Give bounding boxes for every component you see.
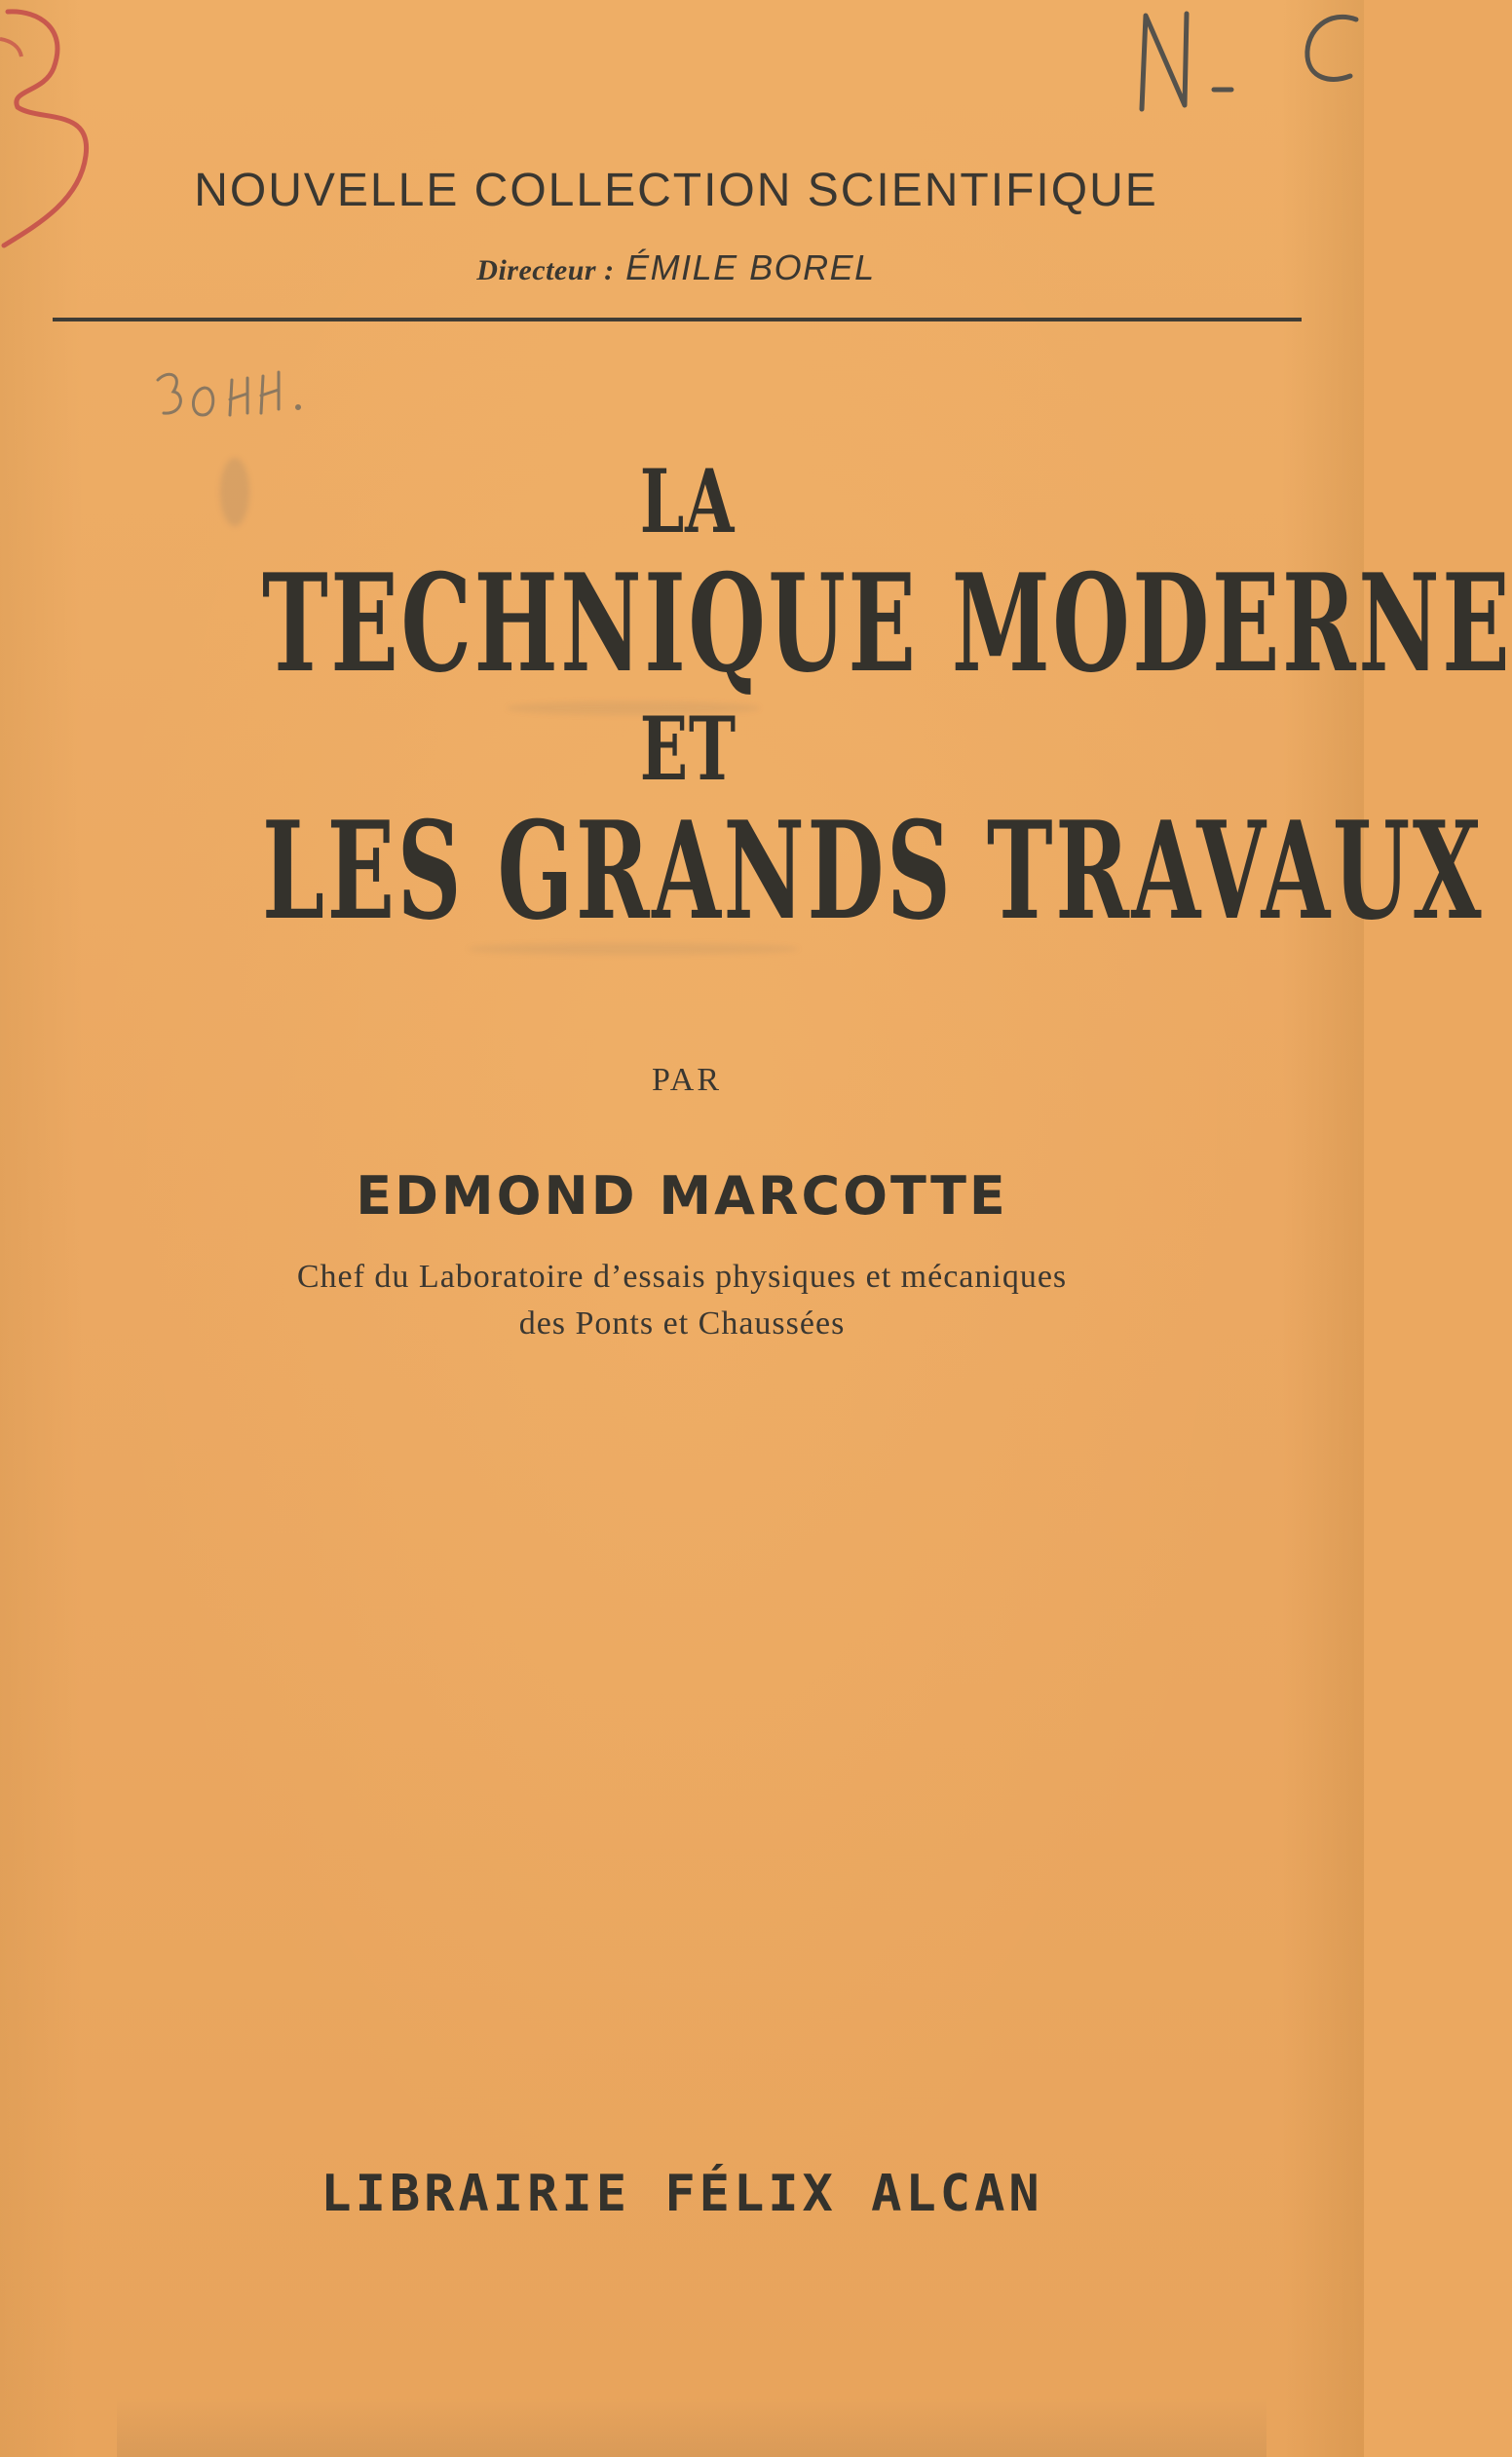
- horizontal-rule: [53, 318, 1302, 321]
- red-pencil-scrawl: [0, 0, 107, 263]
- director-label: Directeur :: [476, 254, 615, 286]
- by-label: PAR: [651, 1062, 723, 1098]
- smudge-mark: [220, 458, 249, 526]
- author-affiliation-line-1: Chef du Laboratoire d’essais physiques et mécaniques: [296, 1259, 1068, 1295]
- series-name: NOUVELLE COLLECTION SCIENTIFIQUE: [194, 165, 1158, 216]
- title-line-4: LES GRANDS TRAVAUX: [261, 791, 1485, 950]
- title-line-2: TECHNIQUE MODERNE: [261, 544, 1512, 702]
- title-line-3: ET: [639, 698, 737, 801]
- pencil-call-number: [1130, 0, 1364, 127]
- author-affiliation-line-2: des Ponts et Chaussées: [518, 1305, 846, 1342]
- title-line-1: LA: [639, 450, 736, 553]
- pencil-shelf-mark: [154, 351, 329, 438]
- bleed-through-shadow: [117, 2397, 1266, 2457]
- author-name: EDMOND MARCOTTE: [356, 1165, 1008, 1227]
- publisher-name: LIBRAIRIE FÉLIX ALCAN: [321, 2165, 1043, 2223]
- series-director: [53, 247, 1300, 288]
- director-name: ÉMILE BOREL: [625, 247, 876, 287]
